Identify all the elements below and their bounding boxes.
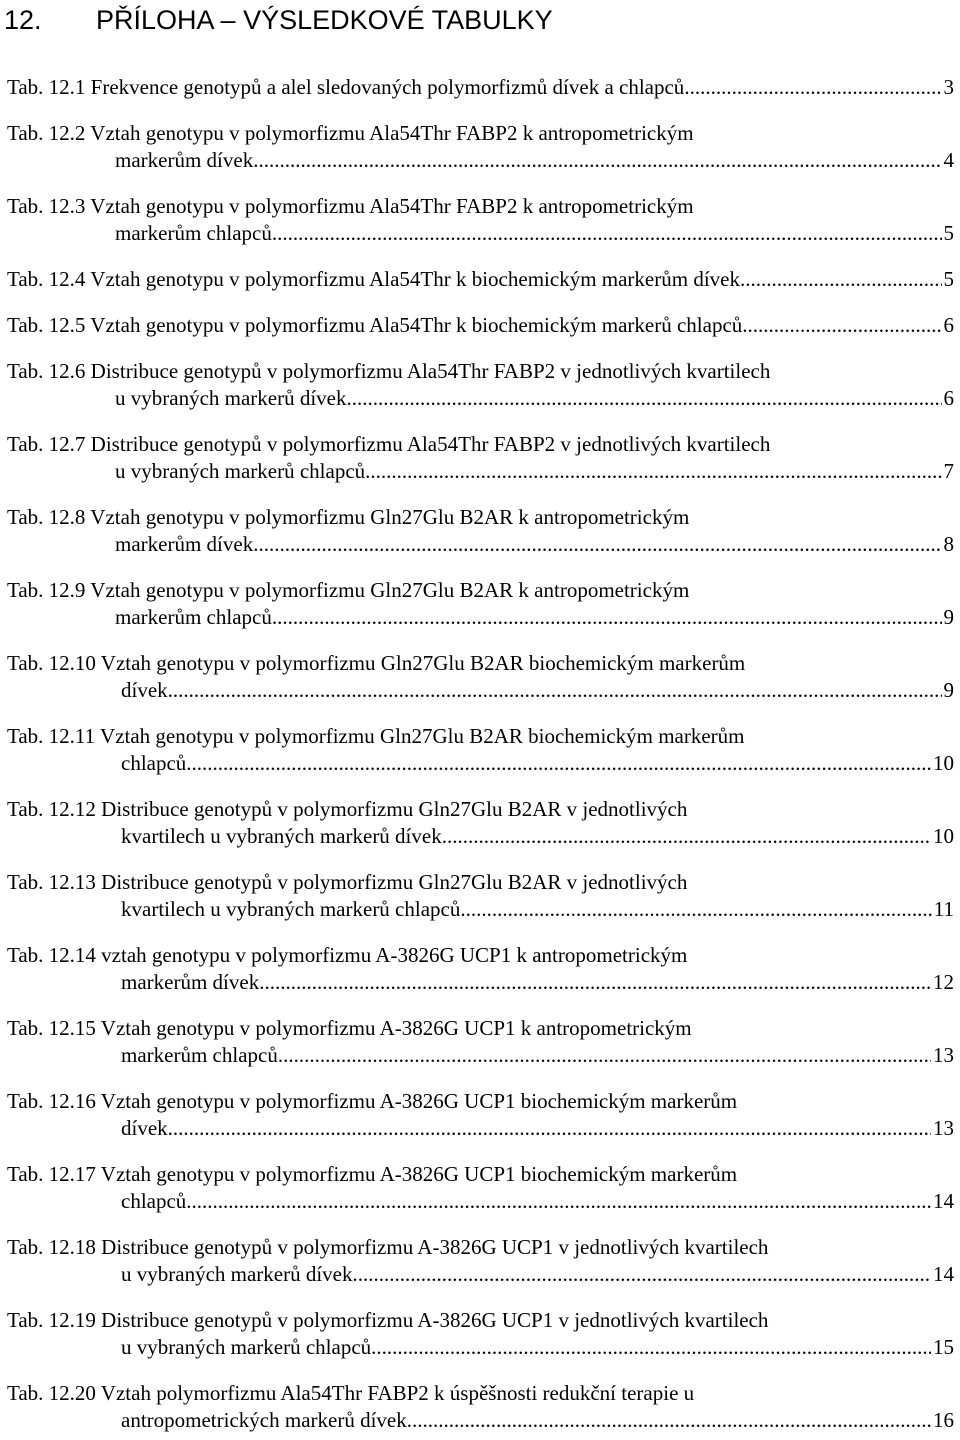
toc-entry[interactable] — [7, 193, 954, 247]
toc-entry[interactable] — [7, 1015, 954, 1069]
toc-page-number: 8 — [943, 532, 954, 556]
toc-entry[interactable] — [7, 1380, 954, 1434]
toc-entry[interactable] — [7, 796, 954, 850]
toc-entry-text: Tab. 12.4 Vztah genotypu v polymorfizmu Ala54Thr k biochemickým markerům dívek — [7, 267, 740, 291]
dot-leader — [365, 458, 941, 485]
toc-page-number: 14 — [933, 1189, 954, 1213]
section-number: 12. — [4, 5, 42, 35]
toc-entry[interactable] — [7, 431, 954, 485]
toc-entry-text: Tab. 12.18 Distribuce genotypů v polymorfizmu A-3826G UCP1 v jednotlivých kvartilech — [7, 1235, 769, 1259]
dot-leader — [353, 1261, 931, 1288]
toc-page-number: 4 — [943, 148, 954, 172]
toc-entry-text: Tab. 12.16 Vztah genotypu v polymorfizmu A-3826G UCP1 biochemickým markerům — [7, 1089, 738, 1113]
toc-page-number: 6 — [943, 386, 954, 410]
toc-entry[interactable] — [7, 358, 954, 412]
dot-leader — [278, 1042, 931, 1069]
toc-entry-text: markerům chlapců — [115, 605, 272, 629]
section-heading — [4, 0, 553, 40]
toc-entry[interactable] — [7, 1161, 954, 1215]
toc-entry-text: u vybraných markerů chlapců — [115, 459, 366, 483]
toc-entry-text: Tab. 12.17 Vztah genotypu v polymorfizmu A-3826G UCP1 biochemickým markerům — [7, 1162, 738, 1186]
toc-entry[interactable] — [7, 312, 954, 339]
toc-entry-text: chlapců — [121, 751, 187, 775]
toc-entry-text: Tab. 12.11 Vztah genotypu v polymorfizmu Gln27Glu B2AR biochemickým markerům — [7, 724, 745, 748]
dot-leader — [259, 969, 931, 996]
dot-leader — [168, 1115, 931, 1142]
toc-page-number: 14 — [933, 1262, 954, 1286]
toc-page-number: 6 — [943, 313, 954, 337]
toc-entry-text: chlapců — [121, 1189, 187, 1213]
toc-entry-text: Tab. 12.2 Vztah genotypu v polymorfizmu Ala54Thr FABP2 k antropometrickým — [7, 121, 694, 145]
toc-entry-text: Tab. 12.13 Distribuce genotypů v polymorfizmu Gln27Glu B2AR v jednotlivých — [7, 870, 688, 894]
toc-entry-text: markerům chlapců — [115, 221, 272, 245]
toc-page-number: 16 — [933, 1408, 954, 1432]
dot-leader — [684, 74, 941, 101]
toc-entry-text: Tab. 12.9 Vztah genotypu v polymorfizmu Gln27Glu B2AR k antropometrickým — [7, 578, 690, 602]
dot-leader — [272, 604, 942, 631]
toc-entry-text: Tab. 12.8 Vztah genotypu v polymorfizmu Gln27Glu B2AR k antropometrickým — [7, 505, 690, 529]
toc-page-number: 13 — [933, 1116, 954, 1140]
toc-entry-text: Tab. 12.5 Vztah genotypu v polymorfizmu Ala54Thr k biochemickým markerů chlapců — [7, 313, 743, 337]
toc-entry[interactable] — [7, 1234, 954, 1288]
toc-entry[interactable] — [7, 942, 954, 996]
dot-leader — [347, 385, 942, 412]
toc-entry-text: Tab. 12.15 Vztah genotypu v polymorfizmu A-3826G UCP1 k antropometrickým — [7, 1016, 692, 1040]
toc-page-number: 12 — [933, 970, 954, 994]
toc-entry[interactable] — [7, 869, 954, 923]
toc-page-number: 5 — [943, 221, 954, 245]
section-title: PŘÍLOHA – VÝSLEDKOVÉ TABULKY — [96, 5, 553, 35]
toc-entry-text: markerům chlapců — [121, 1043, 278, 1067]
toc-entry-text: markerům dívek — [121, 970, 260, 994]
toc-entry-text: Tab. 12.1 Frekvence genotypů a alel sledovaných polymorfizmů dívek a chlapců — [7, 75, 685, 99]
toc-entry-text: Tab. 12.12 Distribuce genotypů v polymorfizmu Gln27Glu B2AR v jednotlivých — [7, 797, 688, 821]
toc-page-number: 10 — [933, 751, 954, 775]
toc-entry-text: u vybraných markerů chlapců — [121, 1335, 372, 1359]
toc-page-number: 7 — [943, 459, 954, 483]
toc-page-number: 9 — [943, 678, 954, 702]
toc-entry-text: Tab. 12.7 Distribuce genotypů v polymorfizmu Ala54Thr FABP2 v jednotlivých kvartilech — [7, 432, 771, 456]
dot-leader — [371, 1334, 931, 1361]
dot-leader — [740, 266, 942, 293]
toc-page-number: 13 — [933, 1043, 954, 1067]
dot-leader — [168, 677, 942, 704]
toc-entry[interactable] — [7, 723, 954, 777]
dot-leader — [460, 896, 931, 923]
toc-page-number: 3 — [943, 75, 954, 99]
toc-page-number: 11 — [933, 897, 954, 921]
dot-leader — [186, 1188, 931, 1215]
dot-leader — [186, 750, 931, 777]
toc-entry-text: antropometrických markerů dívek — [121, 1408, 407, 1432]
toc-page-number: 9 — [943, 605, 954, 629]
toc-entry-text: Tab. 12.14 vztah genotypu v polymorfizmu A-3826G UCP1 k antropometrickým — [7, 943, 688, 967]
table-of-contents — [7, 74, 954, 1434]
toc-page-number: 10 — [933, 824, 954, 848]
toc-entry-text: Tab. 12.6 Distribuce genotypů v polymorfizmu Ala54Thr FABP2 v jednotlivých kvartilech — [7, 359, 771, 383]
toc-entry-text: kvartilech u vybraných markerů dívek — [121, 824, 442, 848]
toc-entry-text: markerům dívek — [115, 148, 254, 172]
toc-entry[interactable] — [7, 650, 954, 704]
toc-entry-text: u vybraných markerů dívek — [121, 1262, 353, 1286]
dot-leader — [407, 1407, 931, 1434]
dot-leader — [253, 147, 941, 174]
toc-entry-text: dívek — [121, 1116, 168, 1140]
toc-entry-text: Tab. 12.20 Vztah polymorfizmu Ala54Thr FABP2 k úspěšnosti redukční terapie u — [7, 1381, 695, 1405]
toc-entry-text: Tab. 12.10 Vztah genotypu v polymorfizmu Gln27Glu B2AR biochemickým markerům — [7, 651, 746, 675]
toc-entry[interactable] — [7, 1088, 954, 1142]
toc-entry[interactable] — [7, 120, 954, 174]
toc-entry[interactable] — [7, 504, 954, 558]
toc-entry[interactable] — [7, 577, 954, 631]
toc-entry-text: markerům dívek — [115, 532, 254, 556]
toc-entry-text: u vybraných markerů dívek — [115, 386, 347, 410]
toc-entry-text: Tab. 12.19 Distribuce genotypů v polymorfizmu A-3826G UCP1 v jednotlivých kvartilech — [7, 1308, 769, 1332]
toc-entry[interactable] — [7, 266, 954, 293]
dot-leader — [742, 312, 941, 339]
toc-entry-text: Tab. 12.3 Vztah genotypu v polymorfizmu Ala54Thr FABP2 k antropometrickým — [7, 194, 694, 218]
toc-entry-text: dívek — [121, 678, 168, 702]
dot-leader — [442, 823, 931, 850]
dot-leader — [253, 531, 941, 558]
toc-entry[interactable] — [7, 1307, 954, 1361]
dot-leader — [272, 220, 942, 247]
toc-entry-text: kvartilech u vybraných markerů chlapců — [121, 897, 461, 921]
toc-page-number: 15 — [933, 1335, 954, 1359]
toc-page-number: 5 — [943, 267, 954, 291]
toc-entry[interactable] — [7, 74, 954, 101]
